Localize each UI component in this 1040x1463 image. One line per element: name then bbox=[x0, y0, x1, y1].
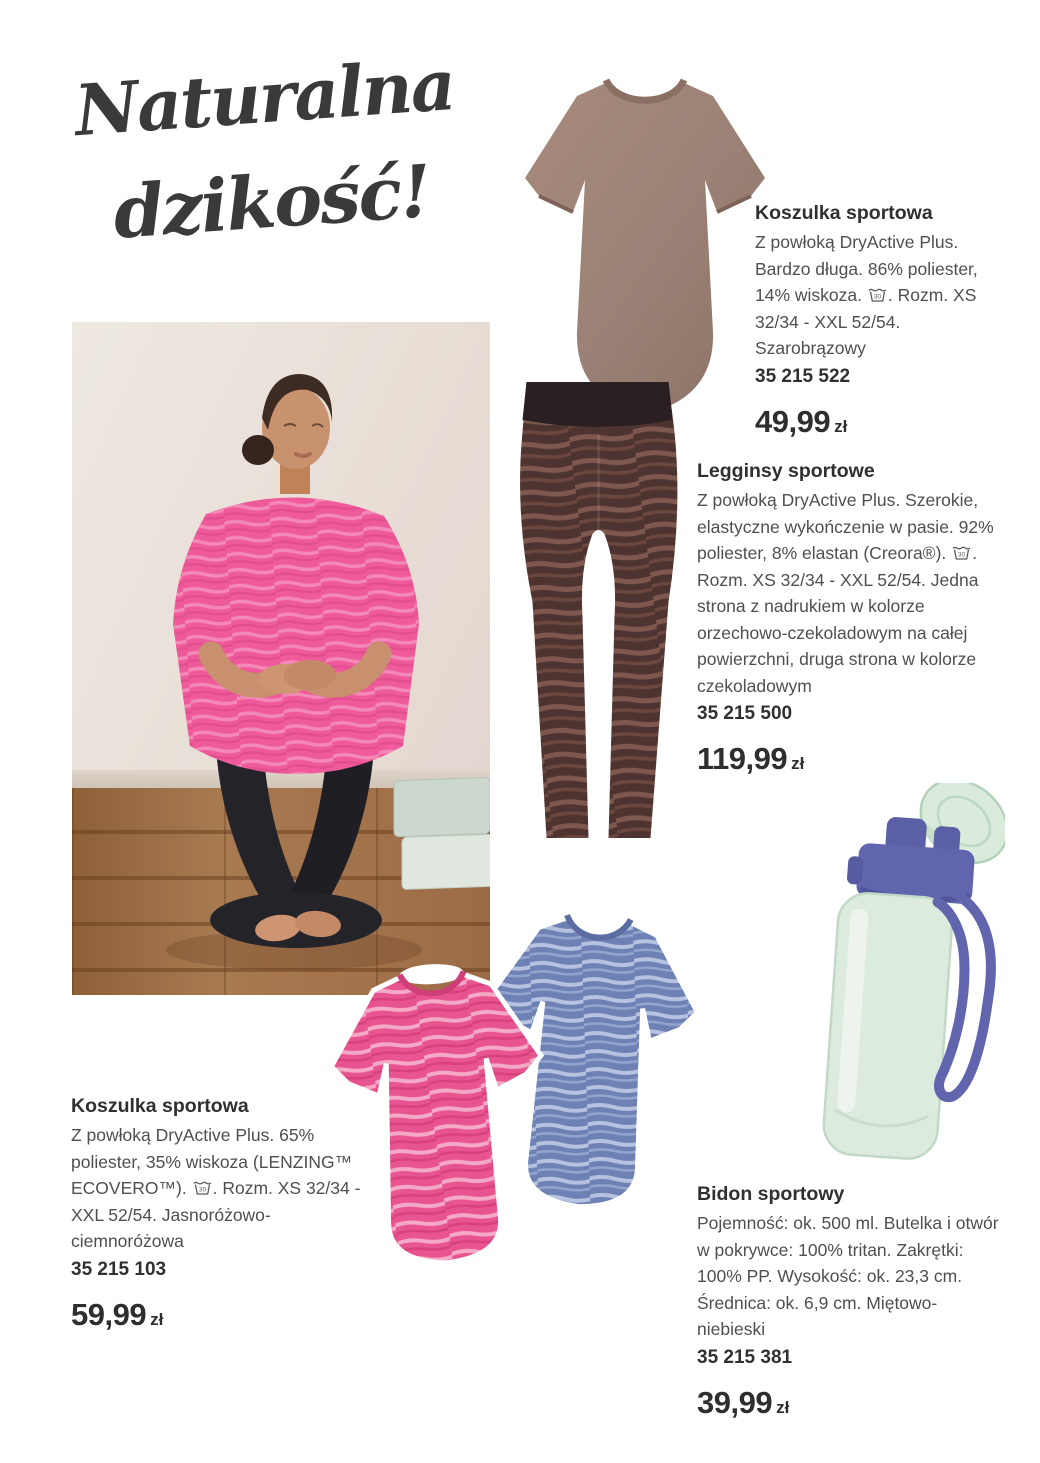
item-number: 35 215 103 bbox=[71, 1258, 167, 1280]
description-text: . Rozm. XS 32/34 - XXL 52/54. Jedna strona z nadrukiem w kolorze orzechowo-czekoladowym na całej powierzchni, druga strona w kolorze czekoladowym bbox=[697, 543, 979, 696]
price-currency: zł bbox=[791, 754, 805, 773]
description-text: Pojemność: ok. 500 ml. Butelka i otwór w pokrywce: 100% tritan. Zakrętki: 100% PP. Wysokość: ok. 23,3 cm. Średnica: ok. 6,9 cm. Miętowo-niebieski bbox=[697, 1213, 999, 1339]
product-name: Koszulka sportowa bbox=[755, 202, 933, 224]
wash-temperature: 30 bbox=[873, 293, 881, 301]
product-name: Koszulka sportowa bbox=[71, 1095, 249, 1117]
product-description bbox=[755, 229, 997, 362]
description-text: Z powłoką DryActive Plus. Szerokie, elastyczne wykończenie w pasie. 92% poliester, 8% elastan (Creora®). bbox=[697, 490, 994, 563]
product-photo-tshirts-duo bbox=[312, 893, 718, 1295]
page-title-line2: dzikość! bbox=[110, 147, 433, 255]
price-amount: 59,99 bbox=[71, 1296, 147, 1332]
price bbox=[697, 741, 1001, 777]
woman-head bbox=[242, 374, 332, 494]
product-photo-leggings bbox=[496, 372, 702, 852]
price-amount: 119,99 bbox=[697, 741, 788, 776]
item-number: 35 215 500 bbox=[697, 703, 793, 724]
wash-care-icon bbox=[868, 287, 887, 303]
product-description bbox=[697, 1210, 1001, 1343]
product-name: Legginsy sportowe bbox=[697, 460, 875, 482]
price bbox=[755, 404, 997, 440]
yoga-blocks bbox=[394, 777, 490, 889]
wash-temperature: 30 bbox=[958, 551, 966, 559]
description-text: . Rozm. XS 32/34 - XXL 52/54. Jasnoróżowo-ciemnoróżowa bbox=[71, 1178, 361, 1251]
description-text: . Rozm. XS 32/34 - XXL 52/54. Szarobrązowy bbox=[755, 285, 977, 358]
wash-care-icon bbox=[952, 545, 971, 561]
product-info-legginsy bbox=[697, 458, 1001, 777]
product-description bbox=[697, 487, 1001, 699]
price bbox=[697, 1385, 1001, 1421]
description-text: Z powłoką DryActive Plus. 65% poliester, 35% wiskoza (LENZING™ ECOVERO™). bbox=[71, 1125, 353, 1198]
product-info-koszulka-szarobrazowa bbox=[755, 200, 997, 440]
price-amount: 49,99 bbox=[755, 403, 831, 439]
product-photo-bottle bbox=[793, 783, 1005, 1175]
price-currency: zł bbox=[776, 1397, 790, 1417]
price bbox=[71, 1297, 383, 1333]
item-number: 35 215 522 bbox=[755, 365, 851, 387]
product-info-bidon bbox=[697, 1181, 1001, 1421]
page-title-line1: Naturalna bbox=[72, 42, 457, 153]
product-name: Bidon sportowy bbox=[697, 1183, 845, 1205]
bottle-body bbox=[822, 891, 954, 1160]
price-currency: zł bbox=[150, 1309, 164, 1329]
item-number: 35 215 381 bbox=[697, 1346, 793, 1368]
woman-shirt-texture bbox=[173, 497, 419, 774]
page-title bbox=[51, 32, 484, 269]
price-amount: 39,99 bbox=[697, 1384, 773, 1420]
price-currency: zł bbox=[834, 416, 848, 436]
wash-temperature: 30 bbox=[198, 1186, 206, 1194]
wash-care-icon bbox=[193, 1180, 212, 1196]
description-text: Z powłoką DryActive Plus. Bardzo długa. 86% poliester, 14% wiskoza. bbox=[755, 232, 978, 305]
